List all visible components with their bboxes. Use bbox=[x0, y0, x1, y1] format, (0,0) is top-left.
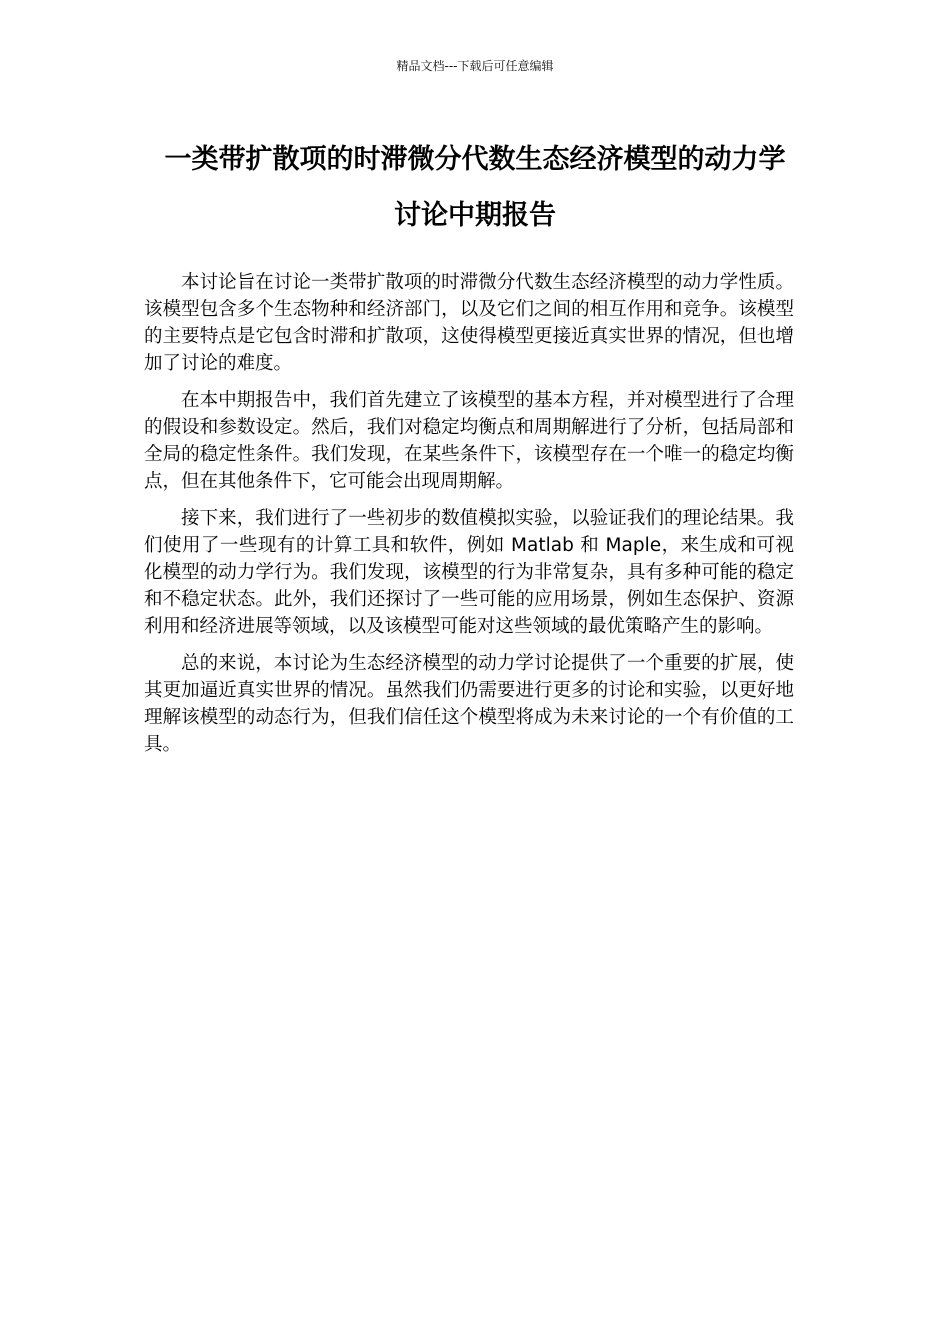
header-note: 精品文档---下载后可任意编辑 bbox=[396, 59, 554, 73]
paragraph-2: 在本中期报告中，我们首先建立了该模型的基本方程，并对模型进行了合理的假设和参数设定。然后，我们对稳定均衡点和周期解进行了分析，包括局部和全局的稳定性条件。我们发现，在某些条件下，该模型存在一个唯一的稳定均衡点，但在其他条件下，它可能会出现周期解。 bbox=[144, 390, 794, 492]
document-title bbox=[120, 132, 830, 244]
paragraph-4: 总的来说，本讨论为生态经济模型的动力学讨论提供了一个重要的扩展，使其更加逼近真实世界的情况。虽然我们仍需要进行更多的讨论和实验，以更好地理解该模型的动态行为，但我们信任这个模型将成为未来讨论的一个有价值的工具。 bbox=[144, 653, 794, 755]
paragraph-1: 本讨论旨在讨论一类带扩散项的时滞微分代数生态经济模型的动力学性质。该模型包含多个生态物种和经济部门，以及它们之间的相互作用和竞争。该模型的主要特点是它包含时滞和扩散项，这使得模型更接近真实世界的情况，但也增加了讨论的难度。 bbox=[144, 272, 794, 374]
paragraph-3: 接下来，我们进行了一些初步的数值模拟实验，以验证我们的理论结果。我们使用了一些现有的计算工具和软件，例如 Matlab 和 Maple，来生成和可视化模型的动力学行为。我们发现，该模型的行为非常复杂，具有多种可能的稳定和不稳定状态。此外，我们还探讨了一些可能的应用场景，例如生态保护、资源利用和经济进展等领域，以及该模型可能对这些领域的最优策略产生的影响。 bbox=[144, 508, 794, 637]
title-line-2: 讨论中期报告 bbox=[394, 200, 556, 231]
title-line-1: 一类带扩散项的时滞微分代数生态经济模型的动力学 bbox=[164, 144, 786, 175]
document-body bbox=[144, 269, 794, 768]
